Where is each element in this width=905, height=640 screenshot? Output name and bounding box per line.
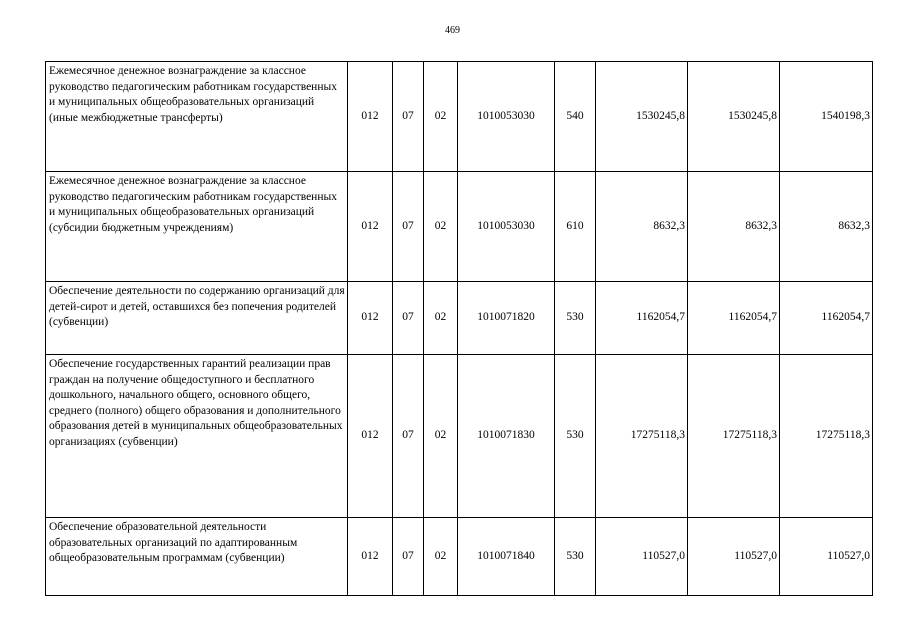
amount-year1-cell: 1162054,7 xyxy=(596,282,688,355)
ministry-code-cell: 012 xyxy=(348,172,393,282)
budget-table xyxy=(45,61,873,596)
amount-year2-cell: 1162054,7 xyxy=(688,282,780,355)
expense-name-cell: Ежемесячное денежное вознаграждение за классное руководство педагогическим работникам государственных и муниципальных общеобразовательных организаций (субсидии бюджетным учреждениям) xyxy=(46,172,348,282)
subsection-code-cell: 02 xyxy=(424,282,458,355)
amount-year1-cell: 110527,0 xyxy=(596,518,688,596)
section-code-cell: 07 xyxy=(393,282,424,355)
amount-year3-cell: 1540198,3 xyxy=(780,62,873,172)
amount-year1-cell: 1530245,8 xyxy=(596,62,688,172)
amount-year3-cell: 110527,0 xyxy=(780,518,873,596)
subsection-code-cell: 02 xyxy=(424,172,458,282)
target-article-cell: 1010053030 xyxy=(458,172,555,282)
subsection-code-cell: 02 xyxy=(424,355,458,518)
amount-year1-cell: 8632,3 xyxy=(596,172,688,282)
expense-name-cell: Ежемесячное денежное вознаграждение за классное руководство педагогическим работникам государственных и муниципальных общеобразовательных организаций (иные межбюджетные трансферты) xyxy=(46,62,348,172)
expense-type-cell: 530 xyxy=(555,355,596,518)
amount-year2-cell: 1530245,8 xyxy=(688,62,780,172)
amount-year3-cell: 1162054,7 xyxy=(780,282,873,355)
expense-type-cell: 540 xyxy=(555,62,596,172)
amount-year2-cell: 110527,0 xyxy=(688,518,780,596)
section-code-cell: 07 xyxy=(393,62,424,172)
table-row xyxy=(46,355,873,518)
table-row xyxy=(46,282,873,355)
expense-type-cell: 530 xyxy=(555,518,596,596)
subsection-code-cell: 02 xyxy=(424,518,458,596)
table-row xyxy=(46,62,873,172)
amount-year3-cell: 17275118,3 xyxy=(780,355,873,518)
expense-type-cell: 530 xyxy=(555,282,596,355)
ministry-code-cell: 012 xyxy=(348,62,393,172)
expense-name-cell: Обеспечение деятельности по содержанию организаций для детей-сирот и детей, оставшихся без попечения родителей (субвенции) xyxy=(46,282,348,355)
target-article-cell: 1010071830 xyxy=(458,355,555,518)
section-code-cell: 07 xyxy=(393,172,424,282)
amount-year2-cell: 17275118,3 xyxy=(688,355,780,518)
target-article-cell: 1010071840 xyxy=(458,518,555,596)
expense-name-cell: Обеспечение образовательной деятельности образовательных организаций по адаптированным общеобразовательным программам (субвенции) xyxy=(46,518,348,596)
ministry-code-cell: 012 xyxy=(348,355,393,518)
page-number: 469 xyxy=(445,25,460,36)
ministry-code-cell: 012 xyxy=(348,282,393,355)
subsection-code-cell: 02 xyxy=(424,62,458,172)
section-code-cell: 07 xyxy=(393,355,424,518)
expense-name-cell: Обеспечение государственных гарантий реализации прав граждан на получение общедоступного и бесплатного дошкольного, начального общего, основного общего, среднего (полного) общего образования и дополнительного образования детей в муниципальных общеобразовательных организациях (субвенции) xyxy=(46,355,348,518)
target-article-cell: 1010071820 xyxy=(458,282,555,355)
section-code-cell: 07 xyxy=(393,518,424,596)
table-row xyxy=(46,518,873,596)
table-row xyxy=(46,172,873,282)
amount-year3-cell: 8632,3 xyxy=(780,172,873,282)
amount-year1-cell: 17275118,3 xyxy=(596,355,688,518)
target-article-cell: 1010053030 xyxy=(458,62,555,172)
ministry-code-cell: 012 xyxy=(348,518,393,596)
expense-type-cell: 610 xyxy=(555,172,596,282)
amount-year2-cell: 8632,3 xyxy=(688,172,780,282)
